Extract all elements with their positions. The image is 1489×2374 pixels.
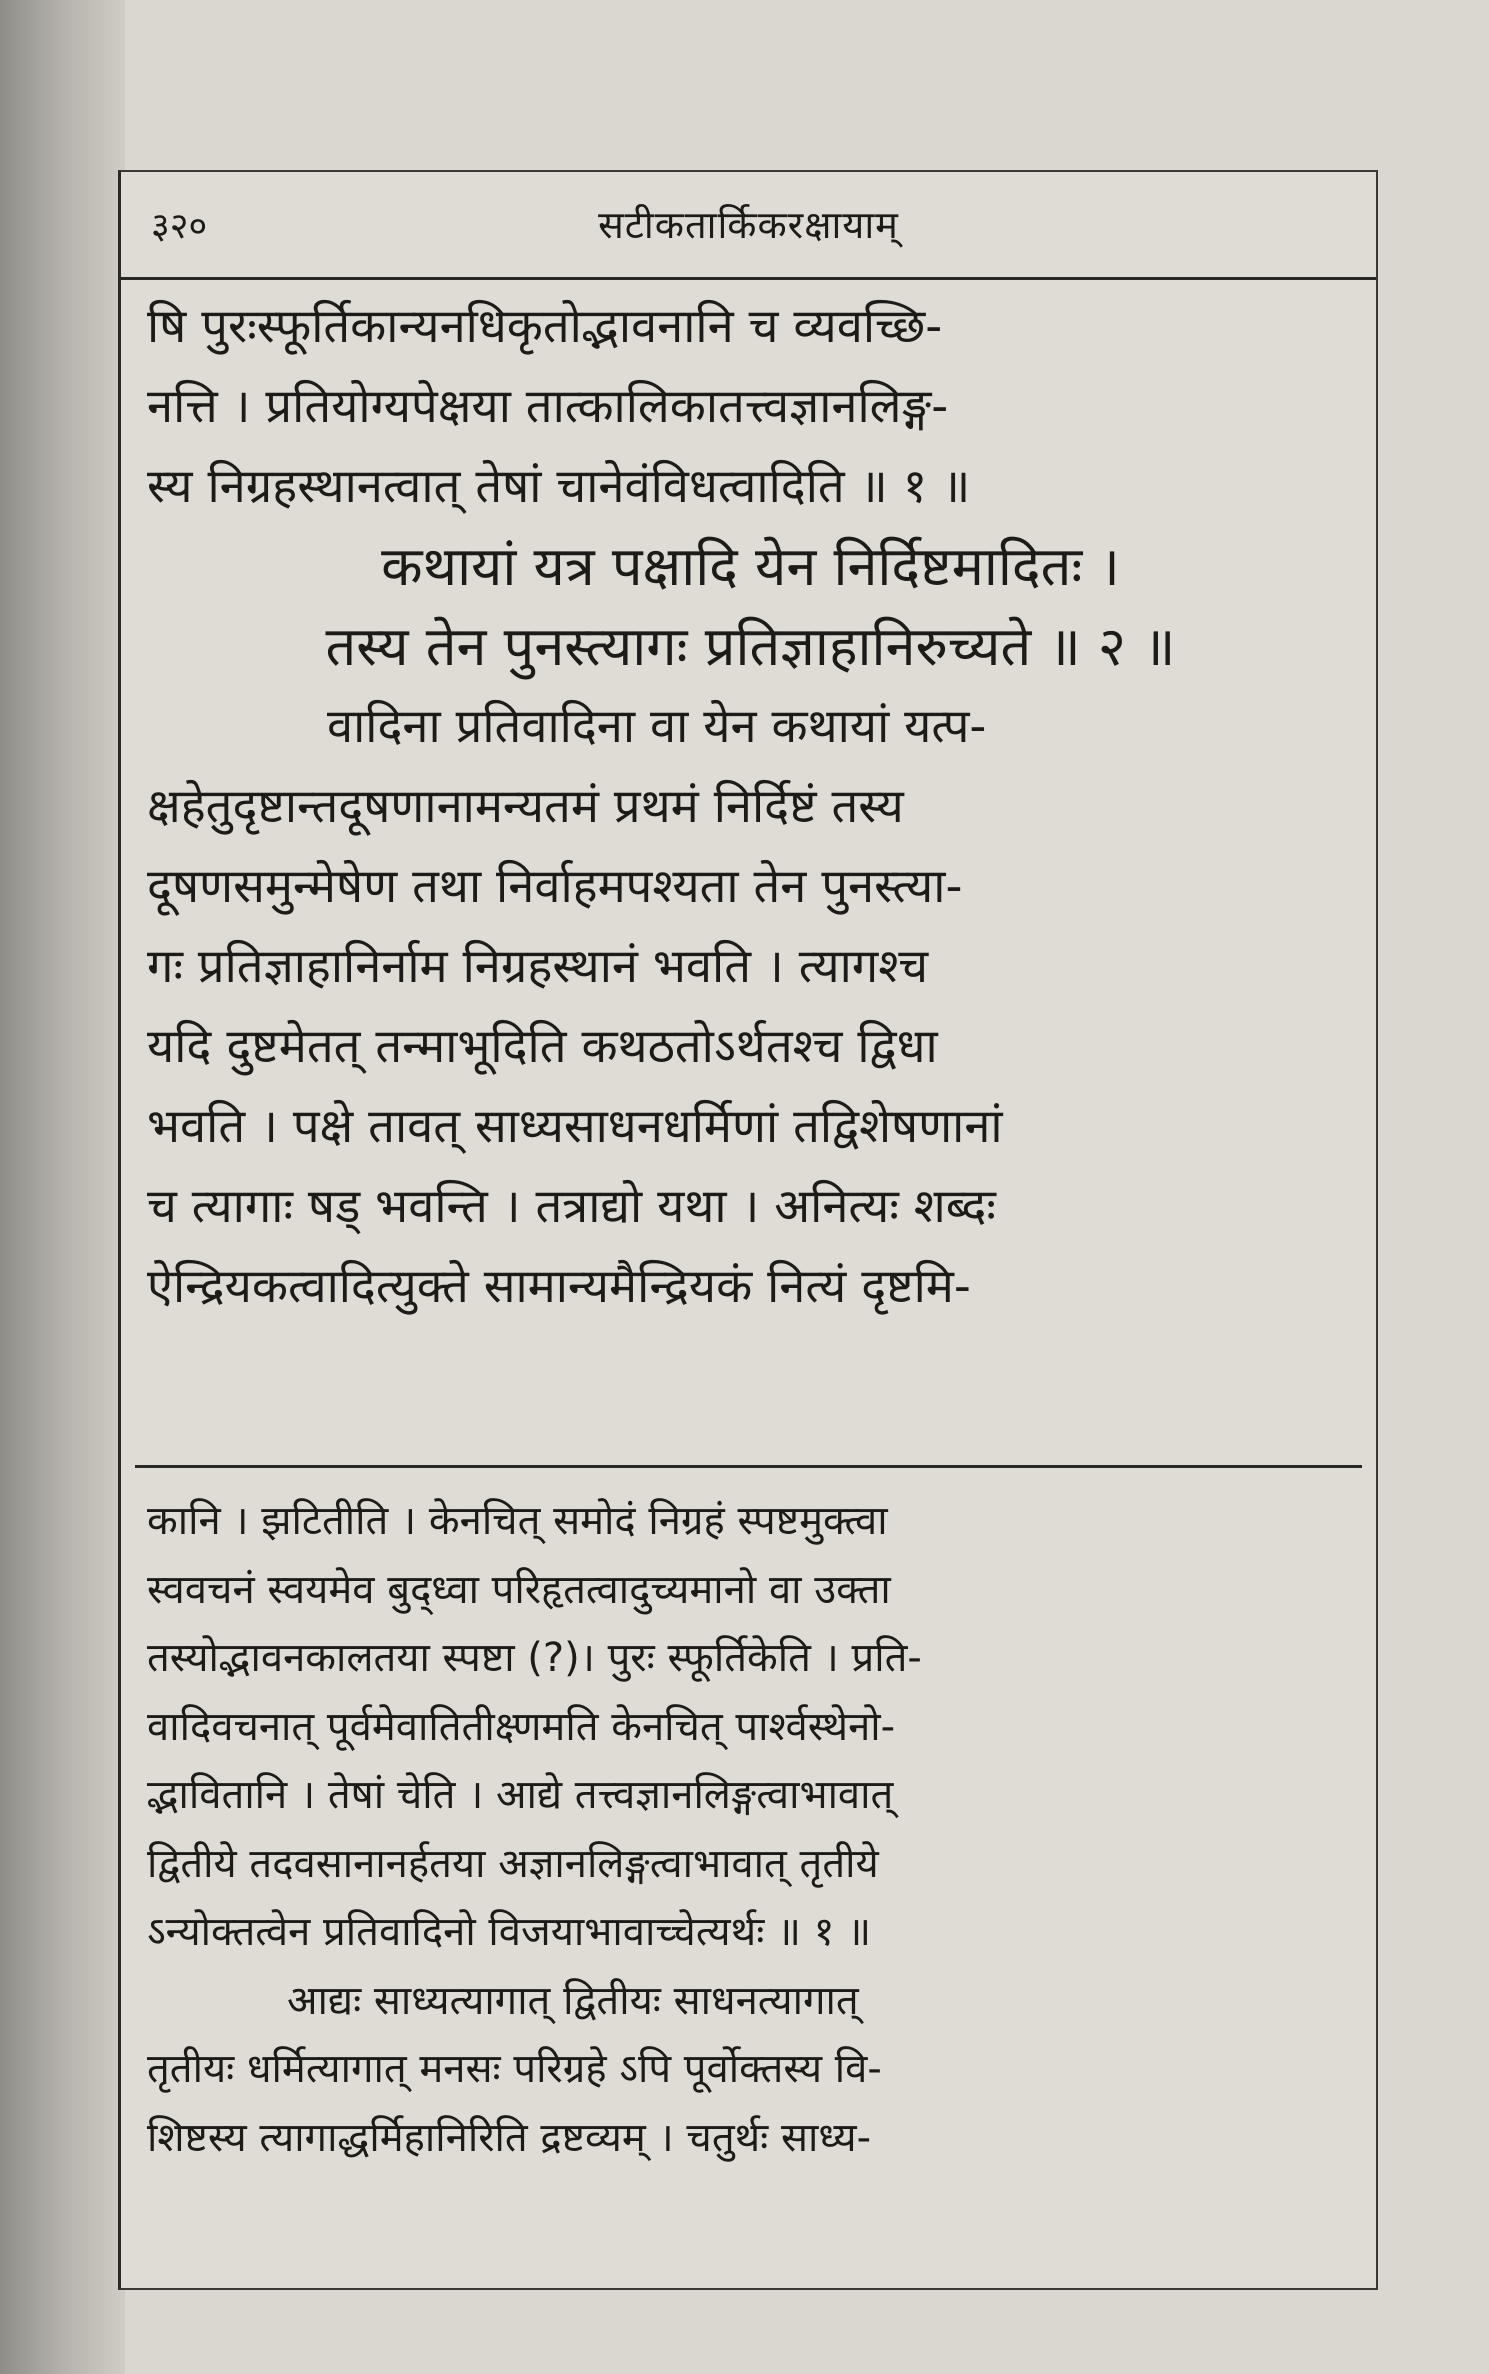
running-title: सटीकतार्किकरक्षायाम् — [598, 203, 899, 247]
commentary-line: द्भावितानि । तेषां चेति । आद्ये तत्त्वज्ञानलिङ्गत्वाभावात् — [147, 1772, 894, 1818]
main-text-line: दूषणसमुन्मेषेण तथा निर्वाहमपश्यता तेन पुनस्त्या- — [147, 859, 963, 914]
verse-line: कथायां यत्र पक्षादि येन निर्दिष्टमादितः । — [381, 535, 1120, 598]
main-text-line: गः प्रतिज्ञाहानिर्नाम निग्रहस्थानं भवति । त्यागश्च — [147, 939, 929, 994]
main-text-line: षि पुरःस्फूर्तिकान्यनधिकृतोद्भावनानि च व्यवच्छि- — [147, 299, 943, 354]
main-text-line: स्य निग्रहस्थानत्वात् तेषां चानेवंविधत्वादिति ॥ १ ॥ — [147, 459, 971, 514]
commentary-line: आद्यः साध्यत्यागात् द्वितीयः साधनत्यागात् — [287, 1977, 859, 2024]
commentary-divider — [135, 1465, 1362, 1468]
commentary-line: द्वितीये तदवसानानर्हतया अज्ञानलिङ्गत्वाभावात् तृतीये — [147, 1840, 879, 1887]
commentary-line: ऽन्योक्तत्वेन प्रतिवादिनो विजयाभावाच्चेत्यर्थः ॥ १ ॥ — [147, 1909, 872, 1955]
main-text-line: वादिना प्रतिवादिना वा येन कथायां यत्प- — [327, 699, 987, 754]
main-text-line: नत्ति । प्रतियोग्यपेक्षया तात्कालिकातत्त्वज्ञानलिङ्ग- — [147, 379, 949, 434]
page-number: ३२० — [151, 206, 208, 247]
main-text — [147, 287, 1354, 1327]
page-frame — [118, 170, 1378, 2290]
commentary-line: कानि । झटितीति । केनचित् समोदं निग्रहं स्पष्टमुक्त्वा — [147, 1498, 888, 1544]
main-text-line: भवति । पक्षे तावत् साध्यसाधनधर्मिणां तद्विशेषणानां — [147, 1099, 1003, 1154]
commentary-line: तृतीयः धर्मित्यागात् मनसः परिग्रहे ऽपि पूर्वोक्तस्य वि- — [147, 2046, 882, 2092]
verse-line: तस्य तेन पुनस्त्यागः प्रतिज्ञाहानिरुच्यते ॥ २ ॥ — [325, 615, 1176, 678]
main-text-line: च त्यागाः षड् भवन्ति । तत्राद्यो यथा । अनित्यः शब्दः — [147, 1179, 996, 1234]
page-header — [121, 172, 1376, 280]
book-gutter-shadow — [0, 0, 125, 2374]
commentary-line: स्ववचनं स्वयमेव बुद्ध्वा परिहृतत्वादुच्यमानो वा उक्ता — [147, 1566, 891, 1613]
commentary-text — [147, 1487, 1354, 2172]
commentary-line: शिष्टस्य त्यागाद्धर्मिहानिरिति द्रष्टव्यम् । चतुर्थः साध्य- — [147, 2114, 872, 2161]
main-text-line: ऐन्द्रियकत्वादित्युक्ते सामान्यमैन्द्रियकं नित्यं दृष्टमि- — [147, 1259, 971, 1314]
commentary-line: वादिवचनात् पूर्वमेवातितीक्ष्णमति केनचित् पार्श्वस्थेनो- — [147, 1703, 896, 1750]
commentary-line: तस्योद्भावनकालतया स्पष्टा (?)। पुरः स्फूर्तिकेति । प्रति- — [147, 1635, 922, 1681]
main-text-line: यदि दुष्टमेतत् तन्माभूदिति कथठतोऽर्थतश्च द्विधा — [147, 1019, 938, 1074]
main-text-line: क्षहेतुदृष्टान्तदूषणानामन्यतमं प्रथमं निर्दिष्टं तस्य — [147, 779, 904, 834]
